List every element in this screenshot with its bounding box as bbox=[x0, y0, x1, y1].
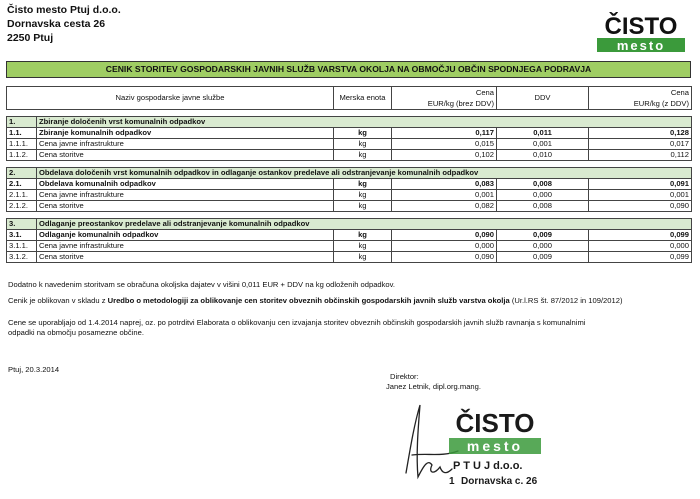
note-validity bbox=[8, 318, 585, 338]
price-list-title: CENIK STORITEV GOSPODARSKIH JAVNIH SLUŽB VARSTVA OKOLJA NA OBMOČJU OBČIN SPODNJEGA PODRAVJA bbox=[6, 61, 691, 78]
row-number: 1.1.1. bbox=[7, 139, 37, 150]
note-environmental-tax: Dodatno k navedenim storitvam se obračuna okoljska dajatev v višini 0,011 EUR + DDV na kg odloženih odpadkov. bbox=[8, 280, 396, 289]
stamp-number: 1 bbox=[449, 476, 455, 487]
logo-word-mesto: mesto bbox=[616, 38, 666, 53]
table-row bbox=[7, 252, 692, 263]
section-number: 3. bbox=[7, 219, 37, 230]
stamp-word-cisto: ČISTO bbox=[455, 408, 535, 438]
row-unit: kg bbox=[334, 241, 392, 252]
row-name: Cena storitve bbox=[37, 252, 334, 263]
row-gross-price: 0,112 bbox=[589, 150, 692, 161]
header-net-price-2: EUR/kg (brez DDV) bbox=[392, 98, 497, 110]
row-vat: 0,011 bbox=[497, 128, 589, 139]
row-gross-price: 0,017 bbox=[589, 139, 692, 150]
price-table bbox=[6, 86, 692, 263]
place-date: Ptuj, 20.3.2014 bbox=[8, 365, 60, 374]
row-vat: 0,000 bbox=[497, 190, 589, 201]
section-number: 1. bbox=[7, 117, 37, 128]
section-title: Obdelava določenih vrst komunalnih odpadkov in odlaganje ostankov predelave ali odstranjevanje komunalnih odpadkov bbox=[37, 168, 692, 179]
stamp-address: Dornavska c. 26 bbox=[461, 476, 538, 487]
table-row bbox=[7, 128, 692, 139]
row-gross-price: 0,099 bbox=[589, 230, 692, 241]
row-unit: kg bbox=[334, 128, 392, 139]
row-gross-price: 0,090 bbox=[589, 201, 692, 212]
row-gross-price: 0,001 bbox=[589, 190, 692, 201]
note-regulation-ref: (Ur.l.RS št. 87/2012 in 109/2012) bbox=[509, 296, 623, 305]
row-gross-price: 0,000 bbox=[589, 241, 692, 252]
row-unit: kg bbox=[334, 179, 392, 190]
row-number: 1.1.2. bbox=[7, 150, 37, 161]
row-net-price: 0,090 bbox=[392, 252, 497, 263]
row-number: 1.1. bbox=[7, 128, 37, 139]
row-unit: kg bbox=[334, 150, 392, 161]
row-net-price: 0,083 bbox=[392, 179, 497, 190]
table-row bbox=[7, 190, 692, 201]
row-name: Cena javne infrastrukture bbox=[37, 241, 334, 252]
row-gross-price: 0,091 bbox=[589, 179, 692, 190]
company-address bbox=[7, 3, 121, 45]
row-number: 3.1.2. bbox=[7, 252, 37, 263]
row-unit: kg bbox=[334, 190, 392, 201]
director-name: Janez Letnik, dipl.org.mang. bbox=[386, 382, 481, 391]
row-number: 2.1.2. bbox=[7, 201, 37, 212]
row-gross-price: 0,128 bbox=[589, 128, 692, 139]
row-net-price: 0,015 bbox=[392, 139, 497, 150]
table-row bbox=[7, 241, 692, 252]
section-title: Zbiranje določenih vrst komunalnih odpadkov bbox=[37, 117, 692, 128]
row-name: Obdelava komunalnih odpadkov bbox=[37, 179, 334, 190]
header-gross-price-1: Cena bbox=[589, 87, 692, 99]
table-header-row bbox=[7, 87, 692, 99]
row-name: Cena javne infrastrukture bbox=[37, 190, 334, 201]
table-row bbox=[7, 150, 692, 161]
row-unit: kg bbox=[334, 252, 392, 263]
note-regulation-prefix: Cenik je oblikovan v skladu z bbox=[8, 296, 108, 305]
row-vat: 0,010 bbox=[497, 150, 589, 161]
row-number: 3.1. bbox=[7, 230, 37, 241]
row-gross-price: 0,099 bbox=[589, 252, 692, 263]
section-row bbox=[7, 168, 692, 179]
row-unit: kg bbox=[334, 230, 392, 241]
table-row bbox=[7, 230, 692, 241]
row-name: Cena storitve bbox=[37, 150, 334, 161]
row-unit: kg bbox=[334, 139, 392, 150]
row-number: 3.1.1. bbox=[7, 241, 37, 252]
stamp-word-mesto: mesto bbox=[466, 438, 524, 454]
row-net-price: 0,102 bbox=[392, 150, 497, 161]
row-number: 2.1.1. bbox=[7, 190, 37, 201]
row-vat: 0,008 bbox=[497, 201, 589, 212]
row-net-price: 0,082 bbox=[392, 201, 497, 212]
note-regulation-title: Uredbo o metodologiji za oblikovanje cen storitev obveznih občinskih gospodarskih javnih služb varstva okolja bbox=[107, 296, 510, 305]
header-gross-price-2: EUR/kg (z DDV) bbox=[589, 98, 692, 110]
table-row bbox=[7, 179, 692, 190]
director-label: Direktor: bbox=[390, 372, 419, 381]
row-vat: 0,001 bbox=[497, 139, 589, 150]
row-number: 2.1. bbox=[7, 179, 37, 190]
header-service-name: Naziv gospodarske javne službe bbox=[7, 87, 334, 110]
company-street: Dornavska cesta 26 bbox=[7, 18, 106, 30]
row-vat: 0,009 bbox=[497, 252, 589, 263]
stamp-company: P T U J d.o.o. bbox=[453, 460, 523, 472]
note-validity-line1: Cene se uporabljajo od 1.4.2014 naprej, oz. po potrditvi Elaborata o oblikovanju cen izvajanja storitev obveznih občinskih gospodarskih javnih služb ravnanja s komunalnimi bbox=[8, 318, 586, 327]
header-vat: DDV bbox=[497, 87, 589, 110]
row-net-price: 0,117 bbox=[392, 128, 497, 139]
note-regulation bbox=[8, 296, 622, 306]
table-row bbox=[7, 201, 692, 212]
company-stamp bbox=[397, 392, 557, 492]
row-vat: 0,008 bbox=[497, 179, 589, 190]
company-city: 2250 Ptuj bbox=[7, 32, 54, 44]
section-title: Odlaganje preostankov predelave ali odstranjevanje komunalnih odpadkov bbox=[37, 219, 692, 230]
row-net-price: 0,000 bbox=[392, 241, 497, 252]
row-name: Odlaganje komunalnih odpadkov bbox=[37, 230, 334, 241]
row-vat: 0,009 bbox=[497, 230, 589, 241]
logo-word-cisto: ČISTO bbox=[604, 13, 678, 40]
row-name: Cena storitve bbox=[37, 201, 334, 212]
row-unit: kg bbox=[334, 201, 392, 212]
company-name: Čisto mesto Ptuj d.o.o. bbox=[7, 4, 121, 16]
row-net-price: 0,090 bbox=[392, 230, 497, 241]
table-row bbox=[7, 139, 692, 150]
row-name: Zbiranje komunalnih odpadkov bbox=[37, 128, 334, 139]
section-row bbox=[7, 117, 692, 128]
row-name: Cena javne infrastrukture bbox=[37, 139, 334, 150]
section-row bbox=[7, 219, 692, 230]
row-net-price: 0,001 bbox=[392, 190, 497, 201]
header-unit: Merska enota bbox=[334, 87, 392, 110]
header-net-price-1: Cena bbox=[392, 87, 497, 99]
company-logo bbox=[591, 4, 691, 56]
section-number: 2. bbox=[7, 168, 37, 179]
row-vat: 0,000 bbox=[497, 241, 589, 252]
note-validity-line2: odpadki na območju posamezne občine. bbox=[8, 328, 144, 337]
signature-block bbox=[380, 372, 481, 392]
